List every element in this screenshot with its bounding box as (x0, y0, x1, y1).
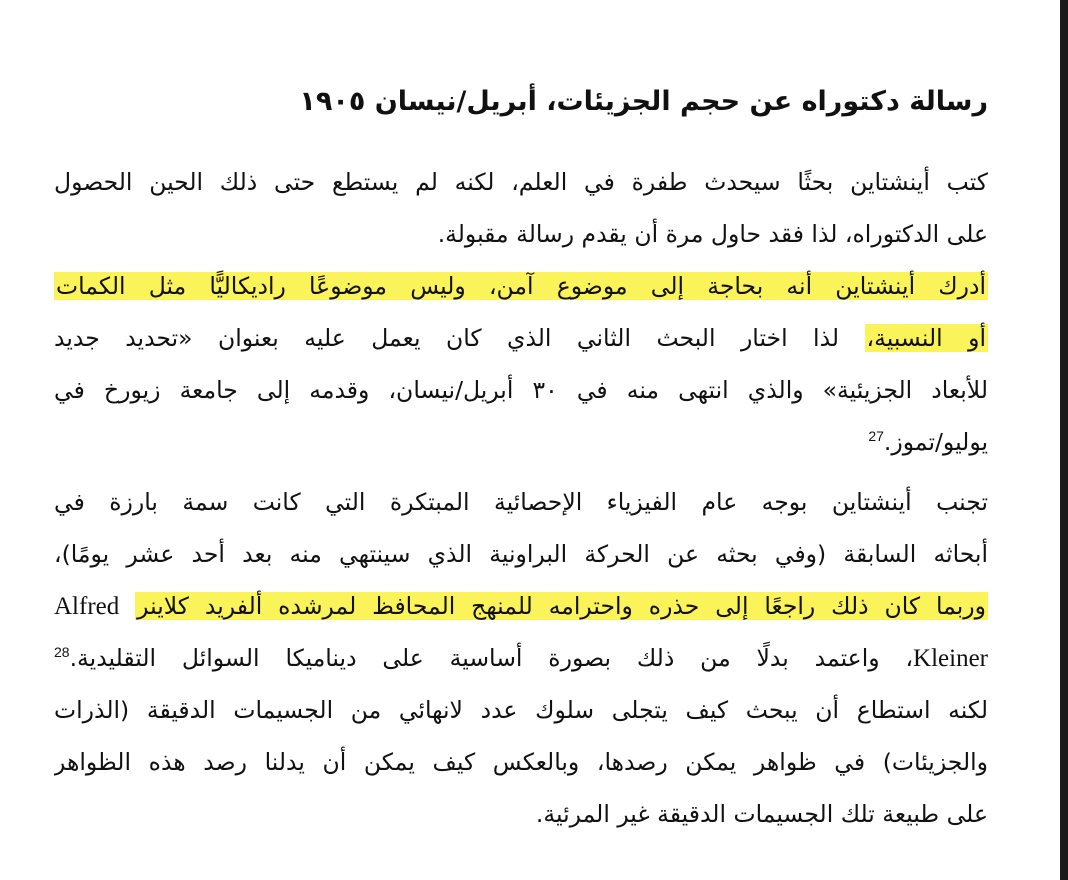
text-line (54, 208, 988, 260)
highlighted-text: أدرك أينشتاين أنه بحاجة إلى موضوع آمن، وليس موضوعًا راديكاليًّا مثل الكمات (56, 272, 986, 300)
footnote-marker[interactable]: 28 (54, 644, 70, 661)
latin-name: Kleiner (913, 645, 988, 672)
line-text: ، واعتمد بدلًا من ذلك بصورة أساسية على ديناميكا السوائل التقليدية. (69, 644, 914, 672)
latin-name: Alfred (54, 593, 120, 620)
text-line (54, 684, 988, 736)
line-text: للأبعاد الجزيئية» والذي انتهى منه في ٣٠ أبريل/نيسان، وقدمه إلى جامعة زيورخ في (54, 376, 988, 404)
highlighted-text: أو النسبية، (866, 324, 986, 352)
line-text: والجزيئات) في ظواهر يمكن رصدها، وبالعكس كيف يمكن أن يدلنا رصد هذه الظواهر (54, 748, 988, 776)
text-line (54, 416, 988, 468)
text-line (54, 364, 988, 416)
highlighted-text: وربما كان ذلك راجعًا إلى حذره واحترامه للمنهج المحافظ لمرشده ألفريد كلاينر (137, 592, 986, 620)
text-line (54, 788, 988, 840)
line-text: على طبيعة تلك الجسيمات الدقيقة غير المرئية. (535, 800, 988, 828)
line-text: على الدكتوراه، لذا فقد حاول مرة أن يقدم رسالة مقبولة. (437, 220, 988, 248)
line-text: كتب أينشتاين بحثًا سيحدث طفرة في العلم، لكنه لم يستطع حتى ذلك الحين الحصول (54, 168, 988, 196)
line-text: لكنه استطاع أن يبحث كيف يتجلى سلوك عدد لانهائي من الجسيمات الدقيقة (الذرات (54, 696, 988, 724)
text-line (54, 736, 988, 788)
text-line (54, 312, 988, 364)
section-heading: رسالة دكتوراه عن حجم الجزيئات، أبريل/نيسان ١٩٠٥ (299, 86, 988, 117)
line-text: أبحاثه السابقة (وفي بحثه عن الحركة البراونية الذي سينتهي منه بعد أحد عشر يومًا)، (54, 540, 988, 568)
footnote-marker[interactable]: 27 (868, 428, 884, 445)
text-line (54, 632, 988, 684)
line-text: يوليو/تموز. (883, 428, 988, 456)
text-line (54, 156, 988, 208)
text-line (54, 580, 988, 632)
page-edge (1060, 0, 1068, 880)
line-text: تجنب أينشتاين بوجه عام الفيزياء الإحصائية المبتكرة التي كانت سمة بارزة في (54, 488, 988, 516)
body-text (54, 156, 988, 840)
text-line (54, 528, 988, 580)
text-line (54, 476, 988, 528)
line-text: لذا اختار البحث الثاني الذي كان يعمل عليه بعنوان «تحديد جديد (54, 324, 865, 352)
text-line (54, 260, 988, 312)
